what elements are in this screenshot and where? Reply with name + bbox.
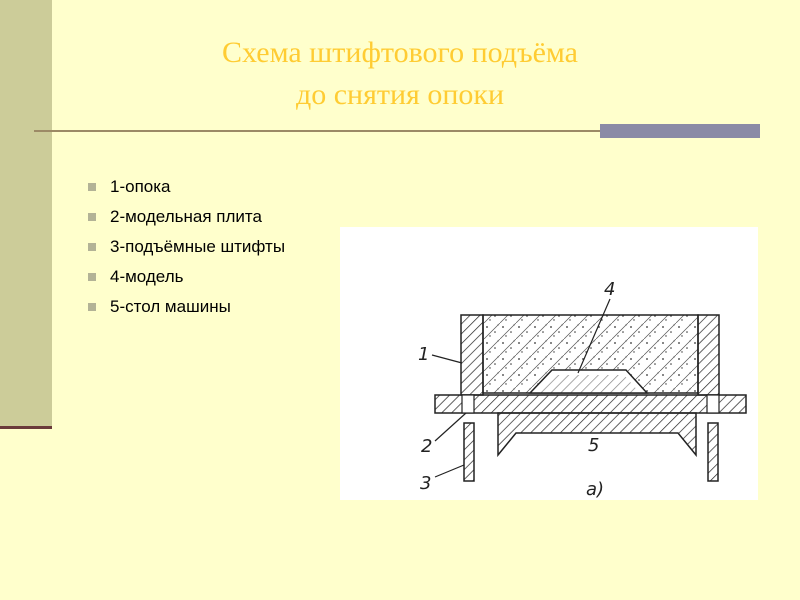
legend-item: [88, 262, 285, 292]
legend-label: 3-подъёмные штифты: [110, 237, 286, 256]
pin-hole-right: [707, 395, 719, 413]
legend-item: [88, 292, 285, 322]
callout-4: 4: [604, 279, 616, 300]
pin-lift-diagram: [340, 227, 758, 500]
left-decor-band: [0, 0, 52, 428]
legend-label: 5-стол машины: [110, 297, 231, 316]
lift-pin-left: [464, 423, 474, 481]
legend-item: [88, 172, 285, 202]
legend-item: [88, 202, 285, 232]
figure-caption: а): [586, 479, 605, 500]
legend-label: 1-опока: [110, 177, 171, 196]
square-bullet-icon: [88, 183, 96, 191]
callout-2: 2: [421, 436, 433, 457]
leader-1: [432, 355, 462, 363]
flask-right-wall: [698, 315, 719, 395]
square-bullet-icon: [88, 243, 96, 251]
square-bullet-icon: [88, 213, 96, 221]
slide-title: [100, 32, 700, 116]
lift-pin-right: [708, 423, 718, 481]
legend-list: [88, 172, 285, 322]
callout-5: 5: [588, 435, 600, 456]
leader-2: [435, 413, 466, 441]
left-decor-line: [0, 426, 52, 429]
pattern-model-hatch: [536, 375, 640, 393]
callout-1: 1: [418, 344, 430, 365]
title-line-1: Схема штифтового подъёма: [222, 36, 578, 69]
legend-item: [88, 232, 285, 262]
callout-3: 3: [420, 473, 432, 494]
pattern-plate: [435, 395, 746, 413]
leader-3: [435, 465, 464, 477]
square-bullet-icon: [88, 273, 96, 281]
divider-accent-block: [600, 124, 760, 138]
pin-hole-left: [462, 395, 474, 413]
square-bullet-icon: [88, 303, 96, 311]
flask-left-wall: [461, 315, 483, 395]
legend-label: 4-модель: [110, 267, 184, 286]
legend-label: 2-модельная плита: [110, 207, 262, 226]
diagram-svg: [340, 227, 758, 500]
title-line-2: до снятия опоки: [295, 78, 505, 111]
